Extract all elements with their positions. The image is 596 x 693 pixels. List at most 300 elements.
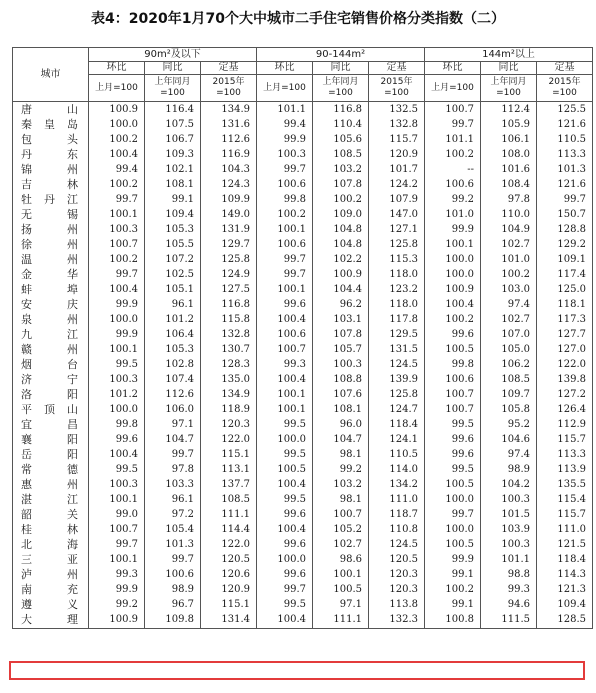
value-cell: 99.7 [257, 267, 313, 282]
value-cell: 100.7 [257, 342, 313, 357]
value-cell: 97.4 [481, 297, 537, 312]
value-cell: 97.1 [313, 597, 369, 612]
value-cell: 116.9 [201, 147, 257, 162]
table-row [13, 417, 593, 432]
value-cell: 100.3 [313, 357, 369, 372]
value-cell: 100.0 [425, 267, 481, 282]
value-cell: 132.3 [369, 612, 425, 629]
value-cell: 103.9 [481, 522, 537, 537]
value-cell: 116.8 [313, 102, 369, 118]
value-cell: 99.9 [89, 297, 145, 312]
value-cell: 100.0 [257, 552, 313, 567]
value-cell: 129.5 [369, 327, 425, 342]
table-row [13, 492, 593, 507]
value-cell: 99.1 [425, 597, 481, 612]
value-cell: 99.5 [257, 417, 313, 432]
value-cell: 99.6 [257, 297, 313, 312]
value-cell: 100.2 [425, 147, 481, 162]
city-cell: 洛阳 [13, 387, 89, 402]
value-cell: 99.2 [425, 192, 481, 207]
value-cell: 99.2 [89, 597, 145, 612]
value-cell: 101.3 [145, 537, 201, 552]
value-cell: 96.0 [313, 417, 369, 432]
value-cell: 99.6 [425, 447, 481, 462]
city-cell: 湛江 [13, 492, 89, 507]
value-cell: 99.7 [89, 267, 145, 282]
value-cell: 100.3 [89, 477, 145, 492]
sub-header-row [13, 62, 593, 75]
value-cell: 98.9 [481, 462, 537, 477]
value-cell: 100.9 [425, 282, 481, 297]
value-cell: 112.4 [481, 102, 537, 118]
value-cell: 126.4 [537, 402, 593, 417]
value-cell: 116.8 [201, 297, 257, 312]
table-row [13, 297, 593, 312]
value-cell: 99.9 [257, 132, 313, 147]
value-cell: 99.4 [257, 117, 313, 132]
value-cell: 139.8 [537, 372, 593, 387]
city-cell: 扬州 [13, 222, 89, 237]
value-cell: 99.6 [425, 327, 481, 342]
value-cell: 118.7 [369, 507, 425, 522]
value-cell: 104.8 [313, 237, 369, 252]
value-cell: 125.5 [537, 102, 593, 118]
value-cell: 100.7 [425, 402, 481, 417]
city-column-header: 城市 [13, 48, 89, 102]
value-cell: 104.8 [313, 222, 369, 237]
value-cell: 131.6 [201, 117, 257, 132]
value-cell: 99.8 [257, 192, 313, 207]
city-cell: 泉州 [13, 312, 89, 327]
table-row [13, 267, 593, 282]
value-cell: 100.3 [257, 147, 313, 162]
value-cell: 97.8 [481, 192, 537, 207]
value-cell: 100.5 [425, 342, 481, 357]
value-cell: 113.3 [537, 447, 593, 462]
value-cell: 115.3 [369, 252, 425, 267]
value-cell: 121.6 [537, 117, 593, 132]
value-cell: 121.5 [537, 537, 593, 552]
value-cell: 109.4 [537, 597, 593, 612]
table-row [13, 327, 593, 342]
value-cell: 100.2 [89, 132, 145, 147]
value-cell: 102.7 [313, 537, 369, 552]
table-row [13, 312, 593, 327]
value-cell: 99.3 [257, 357, 313, 372]
base-header-cell: 上月=100 [89, 75, 145, 102]
value-cell: 99.1 [425, 567, 481, 582]
base-header-cell: 上年同月=100 [481, 75, 537, 102]
table-row [13, 357, 593, 372]
value-cell: 124.7 [369, 402, 425, 417]
value-cell: 108.1 [145, 177, 201, 192]
value-cell: 115.1 [201, 447, 257, 462]
table-row [13, 222, 593, 237]
value-cell: 100.4 [257, 312, 313, 327]
table-body [13, 102, 593, 629]
base-header-cell: 2015年=100 [201, 75, 257, 102]
table-row [13, 372, 593, 387]
city-cell: 徐州 [13, 237, 89, 252]
value-cell: 103.0 [481, 282, 537, 297]
value-cell: 104.9 [481, 222, 537, 237]
value-cell: 101.1 [425, 132, 481, 147]
table-row [13, 522, 593, 537]
city-cell: 蚌埠 [13, 282, 89, 297]
value-cell: 110.8 [369, 522, 425, 537]
value-cell: 106.1 [481, 132, 537, 147]
value-cell: 124.2 [369, 177, 425, 192]
value-cell: 100.3 [481, 492, 537, 507]
value-cell: 134.9 [201, 387, 257, 402]
highlight-box [9, 661, 585, 680]
value-cell: 100.0 [425, 492, 481, 507]
value-cell: 114.0 [369, 462, 425, 477]
table-row [13, 597, 593, 612]
value-cell: 120.5 [201, 552, 257, 567]
value-cell: 110.5 [537, 132, 593, 147]
table-row [13, 207, 593, 222]
base-header-cell: 上年同月=100 [313, 75, 369, 102]
value-cell: 115.7 [537, 507, 593, 522]
table-row [13, 552, 593, 567]
value-cell: 99.7 [89, 537, 145, 552]
value-cell: 100.1 [89, 552, 145, 567]
value-cell: 99.9 [89, 327, 145, 342]
value-cell: 132.8 [369, 117, 425, 132]
base-header-row [13, 75, 593, 102]
value-cell: 100.5 [257, 462, 313, 477]
value-cell: 105.8 [481, 402, 537, 417]
value-cell: 100.1 [89, 207, 145, 222]
value-cell: 125.8 [369, 387, 425, 402]
table-row [13, 477, 593, 492]
value-cell: 107.4 [145, 372, 201, 387]
city-cell: 唐山 [13, 102, 89, 118]
value-cell: 139.9 [369, 372, 425, 387]
value-cell: 149.0 [201, 207, 257, 222]
value-cell: 115.1 [201, 597, 257, 612]
value-cell: 118.4 [369, 417, 425, 432]
table-row [13, 387, 593, 402]
value-cell: 134.2 [369, 477, 425, 492]
value-cell: 98.9 [145, 582, 201, 597]
value-cell: 97.4 [481, 447, 537, 462]
value-cell: 122.0 [537, 357, 593, 372]
value-cell: 105.3 [145, 222, 201, 237]
value-cell: 99.7 [257, 162, 313, 177]
value-cell: 112.6 [201, 132, 257, 147]
value-cell: 100.7 [313, 507, 369, 522]
value-cell: 101.5 [481, 507, 537, 522]
value-cell: 109.7 [481, 387, 537, 402]
value-cell: 100.7 [89, 522, 145, 537]
table-row [13, 567, 593, 582]
value-cell: 100.5 [313, 582, 369, 597]
value-cell: 105.6 [313, 132, 369, 147]
value-cell: 96.1 [145, 492, 201, 507]
city-cell: 赣州 [13, 342, 89, 357]
value-cell: 100.5 [425, 537, 481, 552]
value-cell: 100.8 [425, 612, 481, 629]
value-cell: 131.5 [369, 342, 425, 357]
value-cell: 115.8 [201, 312, 257, 327]
value-cell: 117.8 [369, 312, 425, 327]
value-cell: 100.6 [145, 567, 201, 582]
value-cell: 102.1 [145, 162, 201, 177]
value-cell: 118.4 [537, 552, 593, 567]
value-cell: 112.9 [537, 417, 593, 432]
city-cell: 平顶山 [13, 402, 89, 417]
sub-header-cell: 环比 [257, 62, 313, 75]
value-cell: 123.2 [369, 282, 425, 297]
value-cell: 101.7 [369, 162, 425, 177]
value-cell: 107.0 [481, 327, 537, 342]
value-cell: 100.9 [313, 267, 369, 282]
value-cell: 124.1 [369, 432, 425, 447]
value-cell: 120.9 [369, 147, 425, 162]
city-cell: 无锡 [13, 207, 89, 222]
value-cell: 101.1 [481, 552, 537, 567]
value-cell: 100.3 [89, 372, 145, 387]
base-header-cell: 上月=100 [257, 75, 313, 102]
value-cell: 103.2 [313, 162, 369, 177]
value-cell: 109.0 [313, 207, 369, 222]
value-cell: 120.3 [369, 567, 425, 582]
value-cell: 125.0 [537, 282, 593, 297]
value-cell: 99.7 [257, 582, 313, 597]
value-cell: 100.9 [89, 612, 145, 629]
value-cell: 99.7 [89, 192, 145, 207]
city-cell: 泸州 [13, 567, 89, 582]
value-cell: 99.5 [425, 462, 481, 477]
city-cell: 包头 [13, 132, 89, 147]
value-cell: 100.4 [257, 477, 313, 492]
value-cell: 97.8 [145, 462, 201, 477]
value-cell: 107.8 [313, 327, 369, 342]
sub-header-cell: 定基 [537, 62, 593, 75]
value-cell: 99.9 [89, 582, 145, 597]
sub-header-cell: 环比 [89, 62, 145, 75]
value-cell: 100.9 [89, 102, 145, 118]
value-cell: 100.1 [425, 237, 481, 252]
value-cell: 99.5 [257, 492, 313, 507]
city-cell: 韶关 [13, 507, 89, 522]
value-cell: 100.1 [257, 387, 313, 402]
sub-header-cell: 同比 [145, 62, 201, 75]
table-row [13, 402, 593, 417]
value-cell: 111.0 [369, 492, 425, 507]
city-cell: 南充 [13, 582, 89, 597]
group-header-medium: 90-144m² [257, 48, 425, 62]
value-cell: 99.7 [145, 552, 201, 567]
value-cell: 100.0 [425, 252, 481, 267]
value-cell: 109.9 [201, 192, 257, 207]
value-cell: 101.1 [257, 102, 313, 118]
value-cell: 106.2 [481, 357, 537, 372]
base-header-cell: 2015年=100 [369, 75, 425, 102]
value-cell: 111.5 [481, 612, 537, 629]
table-row [13, 582, 593, 597]
value-cell: 106.7 [145, 132, 201, 147]
value-cell: 135.5 [537, 477, 593, 492]
value-cell: 120.3 [369, 582, 425, 597]
value-cell: 118.1 [537, 297, 593, 312]
value-cell: 129.2 [537, 237, 593, 252]
base-header-cell: 上年同月=100 [145, 75, 201, 102]
value-cell: 105.3 [145, 342, 201, 357]
value-cell: 121.6 [537, 177, 593, 192]
value-cell: 101.0 [481, 252, 537, 267]
value-cell: 99.5 [257, 447, 313, 462]
value-cell: 122.0 [201, 537, 257, 552]
value-cell: 135.0 [201, 372, 257, 387]
value-cell: 100.7 [425, 102, 481, 118]
value-cell: 107.9 [369, 192, 425, 207]
value-cell: 125.8 [369, 237, 425, 252]
value-cell: 113.3 [537, 147, 593, 162]
value-cell: 109.3 [145, 147, 201, 162]
value-cell: 120.6 [201, 567, 257, 582]
table-row [13, 447, 593, 462]
value-cell: 97.2 [145, 507, 201, 522]
page-title: 表4：2020年1月70个大中城市二手住宅销售价格分类指数（二） [91, 11, 505, 27]
value-cell: 98.1 [313, 447, 369, 462]
value-cell: -- [425, 162, 481, 177]
value-cell: 100.2 [481, 267, 537, 282]
value-cell: 108.1 [313, 402, 369, 417]
value-cell: 131.4 [201, 612, 257, 629]
value-cell: 99.7 [145, 447, 201, 462]
value-cell: 100.1 [257, 222, 313, 237]
value-cell: 118.0 [369, 267, 425, 282]
value-cell: 95.2 [481, 417, 537, 432]
value-cell: 115.7 [369, 132, 425, 147]
table-row [13, 507, 593, 522]
value-cell: 102.2 [313, 252, 369, 267]
city-cell: 惠州 [13, 477, 89, 492]
sub-header-cell: 同比 [481, 62, 537, 75]
table-row [13, 342, 593, 357]
table-row [13, 237, 593, 252]
base-header-cell: 2015年=100 [537, 75, 593, 102]
value-cell: 114.3 [537, 567, 593, 582]
city-cell: 锦州 [13, 162, 89, 177]
value-cell: 99.7 [425, 507, 481, 522]
value-cell: 100.7 [89, 237, 145, 252]
value-cell: 132.5 [369, 102, 425, 118]
value-cell: 100.6 [257, 237, 313, 252]
value-cell: 103.1 [313, 312, 369, 327]
value-cell: 105.7 [313, 342, 369, 357]
value-cell: 105.5 [145, 237, 201, 252]
value-cell: 106.0 [145, 402, 201, 417]
table-row [13, 282, 593, 297]
value-cell: 127.1 [369, 222, 425, 237]
value-cell: 100.2 [425, 582, 481, 597]
value-cell: 99.0 [89, 507, 145, 522]
value-cell: 100.4 [257, 612, 313, 629]
value-cell: 103.3 [145, 477, 201, 492]
value-cell: 99.6 [257, 537, 313, 552]
value-cell: 124.5 [369, 357, 425, 372]
table-row [13, 462, 593, 477]
value-cell: 111.1 [201, 507, 257, 522]
value-cell: 100.4 [257, 372, 313, 387]
value-cell: 120.3 [201, 417, 257, 432]
city-cell: 烟台 [13, 357, 89, 372]
city-cell: 九江 [13, 327, 89, 342]
value-cell: 100.4 [89, 447, 145, 462]
value-cell: 98.6 [313, 552, 369, 567]
table-row [13, 432, 593, 447]
city-cell: 金华 [13, 267, 89, 282]
value-cell: 124.9 [201, 267, 257, 282]
value-cell: 96.2 [313, 297, 369, 312]
city-cell: 岳阳 [13, 447, 89, 462]
value-cell: 134.9 [201, 102, 257, 118]
table-row [13, 117, 593, 132]
value-cell: 108.5 [313, 147, 369, 162]
value-cell: 130.7 [201, 342, 257, 357]
value-cell: 99.5 [257, 597, 313, 612]
value-cell: 121.3 [537, 582, 593, 597]
city-cell: 襄阳 [13, 432, 89, 447]
value-cell: 120.9 [201, 582, 257, 597]
value-cell: 108.5 [481, 372, 537, 387]
value-cell: 115.4 [537, 492, 593, 507]
value-cell: 101.2 [89, 387, 145, 402]
value-cell: 99.9 [425, 552, 481, 567]
value-cell: 102.7 [481, 312, 537, 327]
city-cell: 桂林 [13, 522, 89, 537]
city-cell: 宜昌 [13, 417, 89, 432]
value-cell: 150.7 [537, 207, 593, 222]
value-cell: 120.5 [369, 552, 425, 567]
table-row [13, 102, 593, 118]
value-cell: 105.2 [313, 522, 369, 537]
group-header-small: 90m²及以下 [89, 48, 257, 62]
value-cell: 137.7 [201, 477, 257, 492]
base-header-cell: 上月=100 [425, 75, 481, 102]
value-cell: 107.2 [145, 252, 201, 267]
table-row [13, 147, 593, 162]
value-cell: 124.3 [201, 177, 257, 192]
value-cell: 104.3 [201, 162, 257, 177]
value-cell: 97.1 [145, 417, 201, 432]
value-cell: 107.6 [313, 387, 369, 402]
value-cell: 99.8 [425, 357, 481, 372]
value-cell: 100.2 [425, 312, 481, 327]
value-cell: 101.3 [537, 162, 593, 177]
value-cell: 100.1 [313, 567, 369, 582]
value-cell: 110.0 [481, 207, 537, 222]
value-cell: 94.6 [481, 597, 537, 612]
value-cell: 115.7 [537, 432, 593, 447]
value-cell: 100.4 [89, 282, 145, 297]
value-cell: 114.4 [201, 522, 257, 537]
city-cell: 大理 [13, 612, 89, 629]
value-cell: 109.8 [145, 612, 201, 629]
value-cell: 99.7 [425, 117, 481, 132]
value-cell: 99.6 [425, 432, 481, 447]
table-row [13, 537, 593, 552]
value-cell: 100.0 [257, 432, 313, 447]
value-cell: 104.6 [481, 432, 537, 447]
value-cell: 98.1 [313, 492, 369, 507]
value-cell: 100.5 [425, 477, 481, 492]
value-cell: 99.4 [89, 162, 145, 177]
